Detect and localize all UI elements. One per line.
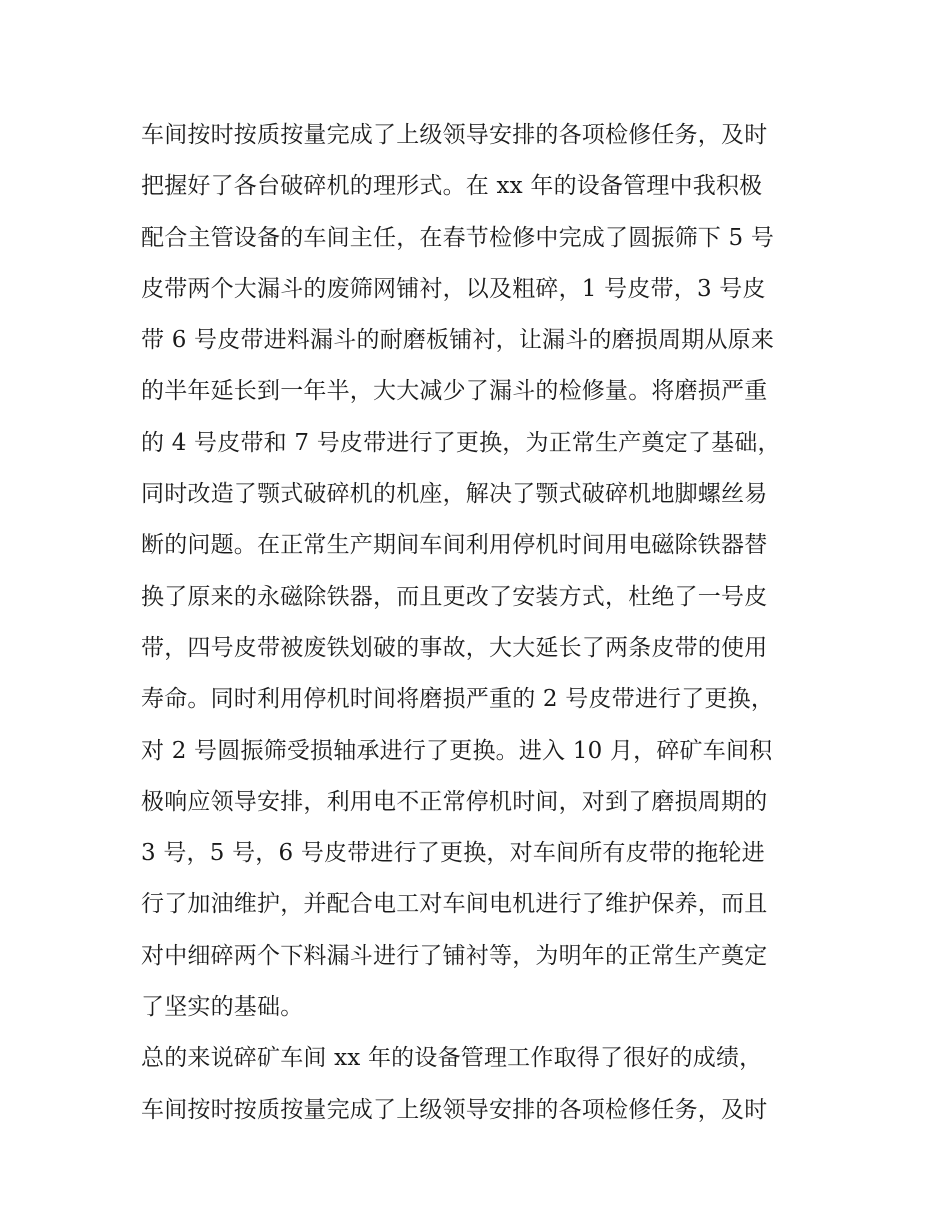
text-line: 皮带两个大漏斗的废筛网铺衬，以及粗碎，1 号皮带，3 号皮 — [141, 275, 766, 302]
text-line: 对 2 号圆振筛受损轴承进行了更换。进入 10 月，碎矿车间积 — [141, 737, 773, 764]
document-body — [141, 110, 831, 1136]
text-line: 3 号，5 号，6 号皮带进行了更换，对车间所有皮带的拖轮进 — [141, 840, 765, 867]
text-line: 了坚实的基础。 — [141, 994, 304, 1021]
text-line: 配合主管设备的车间主任，在春节检修中完成了圆振筛下 5 号 — [141, 224, 775, 251]
text-line: 车间按时按质按量完成了上级领导安排的各项检修任务，及时 — [141, 122, 768, 148]
text-line: 极响应领导安排，利用电不正常停机时间，对到了磨损周期的 — [141, 788, 768, 815]
text-line: 的半年延长到一年半，大大减少了漏斗的检修量。将磨损严重 — [141, 378, 768, 405]
text-line: 寿命。同时利用停机时间将磨损严重的 2 号皮带进行了更换， — [141, 686, 775, 713]
text-line: 带，四号皮带被废铁划破的事故，大大延长了两条皮带的使用 — [141, 634, 768, 661]
text-line: 把握好了各台破碎机的理形式。在 xx 年的设备管理中我积极 — [141, 173, 763, 200]
text-line: 行了加油维护，并配合电工对车间电机进行了维护保养，而且 — [141, 891, 768, 918]
text-line: 换了原来的永磁除铁器，而且更改了安装方式，杜绝了一号皮 — [141, 583, 768, 610]
text-line: 同时改造了颚式破碎机的机座，解决了颚式破碎机地脚螺丝易 — [141, 481, 768, 508]
text-line: 车间按时按质按量完成了上级领导安排的各项检修任务，及时 — [141, 1096, 768, 1123]
text-line: 断的问题。在正常生产期间车间利用停机时间用电磁除铁器替 — [141, 532, 768, 559]
text-line: 总的来说碎矿车间 xx 年的设备管理工作取得了很好的成绩， — [141, 1045, 763, 1072]
text-line: 对中细碎两个下料漏斗进行了铺衬等，为明年的正常生产奠定 — [141, 942, 768, 969]
text-line: 的 4 号皮带和 7 号皮带进行了更换，为正常生产奠定了基础， — [141, 429, 781, 456]
text-line: 带 6 号皮带进料漏斗的耐磨板铺衬，让漏斗的磨损周期从原来 — [141, 327, 775, 354]
